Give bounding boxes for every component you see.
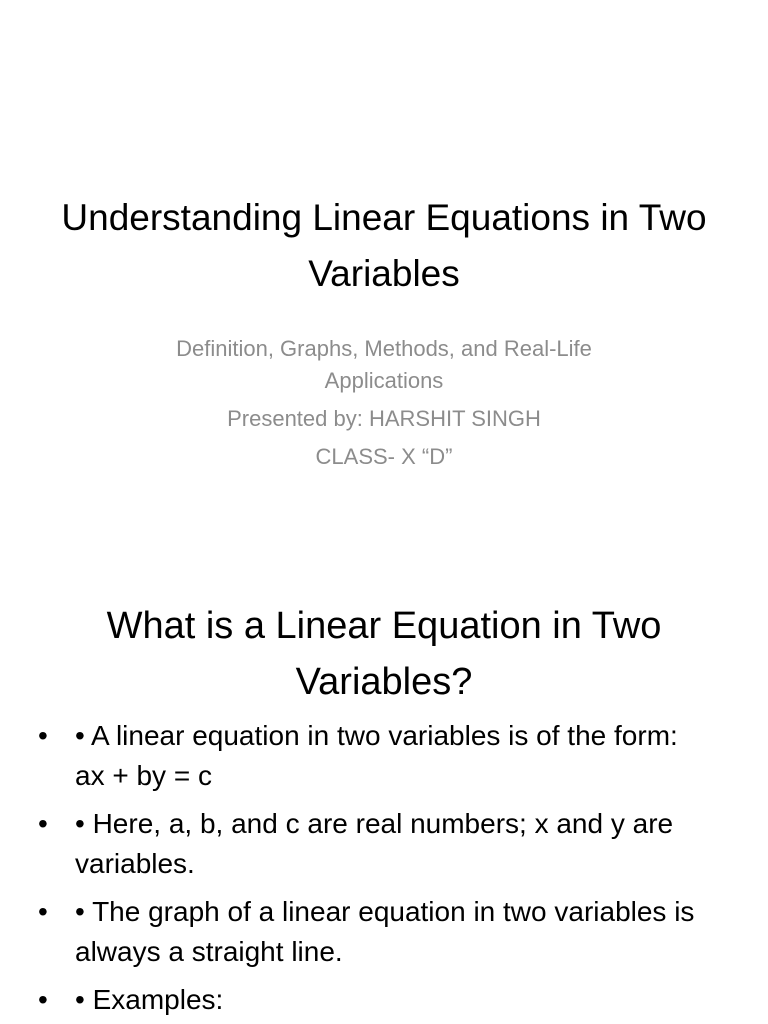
bullet-list [38,716,698,1024]
bullet-icon: • [38,896,48,927]
list-item [38,804,698,884]
subtitle-block [120,333,648,473]
bullet-icon: • [38,808,48,839]
bullet-text: • Examples: [75,984,224,1015]
bullet-icon: • [38,984,48,1015]
bullet-icon: • [38,720,48,751]
slide-subtitle: Definition, Graphs, Methods, and Real-Life Applications [176,336,592,393]
class-line: CLASS- X “D” [315,444,453,469]
bullet-text: • Here, a, b, and c are real numbers; x and y are variables. [75,808,674,879]
content-slide [0,576,768,1024]
list-item [38,892,698,972]
list-item [38,716,698,796]
slide-title: Understanding Linear Equations in Two Variables [61,197,707,294]
list-item [38,980,698,1020]
bullet-text: • A linear equation in two variables is of the form: ax + by = c [75,720,678,791]
presenter-line: Presented by: HARSHIT SINGH [227,406,541,431]
slide-title: What is a Linear Equation in Two Variables? [106,605,662,703]
bullet-text: • The graph of a linear equation in two variables is always a straight line. [75,896,695,967]
